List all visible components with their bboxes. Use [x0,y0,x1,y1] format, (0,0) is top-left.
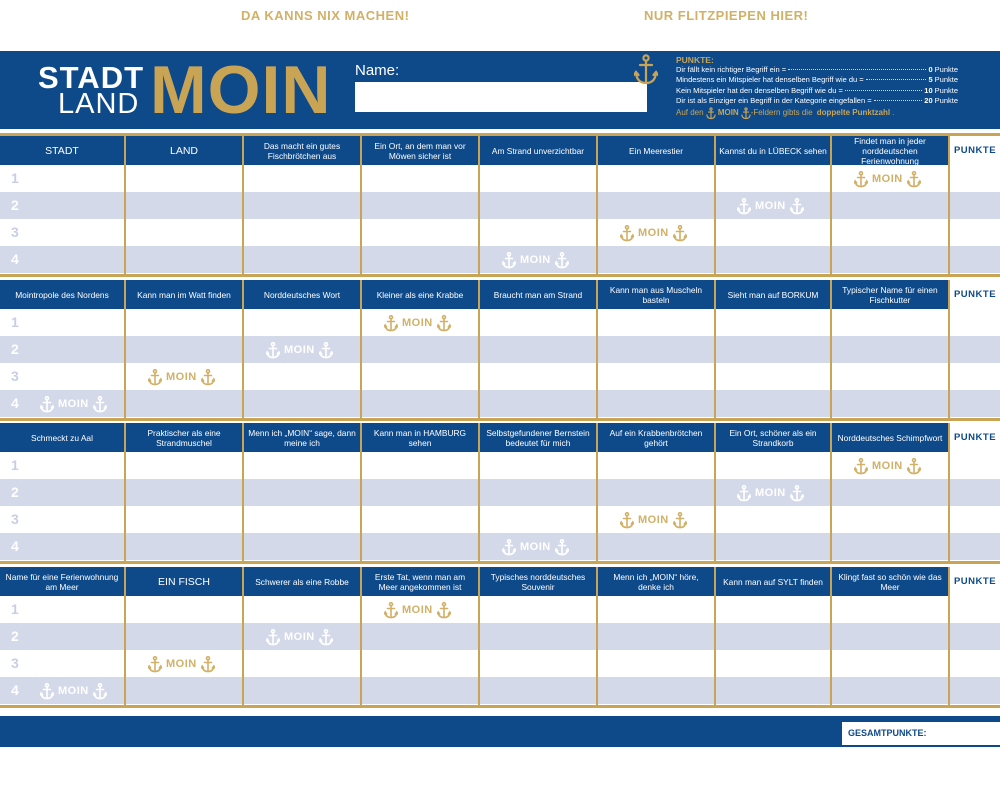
logo-stadt: STADT [38,60,145,95]
column-divider [124,280,126,418]
moin-label: MOIN [402,604,433,616]
points-rule-text: Dir fällt kein richtiger Begriff ein = [676,65,787,75]
anchor-icon [555,539,569,556]
moin-label: MOIN [520,541,551,553]
column-divider [242,423,244,561]
column-divider [124,567,126,705]
column-divider [596,280,598,418]
category-header: Auf ein Krabbenbrötchen gehört [598,423,714,452]
moin-label: MOIN [166,658,197,670]
answer-row[interactable] [0,596,1000,623]
moin-bonus-field [266,627,333,647]
column-divider [124,136,126,274]
points-rule [676,86,958,96]
anchor-icon [741,107,751,120]
row-number: 4 [11,538,19,554]
column-divider [478,423,480,561]
column-divider [360,423,362,561]
name-input[interactable] [355,82,647,112]
category-header: Menn ich „MOIN“ sage, dann meine ich [244,423,360,452]
row-number: 3 [11,368,19,384]
anchor-icon [737,485,751,502]
points-column-header: PUNKTE [950,280,1000,309]
moin-bonus-field [620,510,687,530]
row-number: 3 [11,224,19,240]
category-header: Norddeutsches Wort [244,280,360,309]
category-header: Braucht man am Strand [480,280,596,309]
points-note [676,107,958,120]
answer-row[interactable] [0,192,1000,219]
points-rule-text: Mindestens ein Mitspieler hat denselben Begriff wie du = [676,75,864,85]
section-divider [0,561,1000,564]
anchor-icon [555,252,569,269]
points-rule-text: Kein Mitspieler hat den denselben Begriff wie du = [676,85,843,95]
category-section [0,136,1000,274]
row-number: 1 [11,457,19,473]
column-divider [948,423,950,561]
answer-row[interactable] [0,533,1000,560]
logo-moin: MOIN [150,52,332,128]
anchor-icon [319,629,333,646]
column-divider [714,567,716,705]
answer-row[interactable] [0,219,1000,246]
anchor-icon [502,539,516,556]
column-divider [948,567,950,705]
category-header: Klingt fast so schön wie das Meer [832,567,948,596]
category-header: Erste Tat, wenn man am Meer angekommen ist [362,567,478,596]
anchor-icon [437,315,451,332]
moin-bonus-field [737,483,804,503]
footer-slogan-4: NUR FLITZPIEPEN HIER! [644,8,809,23]
anchor-icon [266,629,280,646]
section-divider [0,274,1000,277]
row-number: 2 [11,341,19,357]
category-header: Mointropole des Nordens [0,280,124,309]
row-number: 3 [11,511,19,527]
answer-row[interactable] [0,309,1000,336]
moin-label: MOIN [284,344,315,356]
column-divider [242,567,244,705]
column-divider [242,280,244,418]
column-divider [124,423,126,561]
anchor-icon [384,602,398,619]
anchor-icon [673,225,687,242]
name-label: Name: [355,62,400,79]
moin-bonus-field [148,367,215,387]
points-rule-dots [874,100,923,101]
points-column-header: PUNKTE [950,136,1000,165]
moin-bonus-field [854,456,921,476]
anchor-icon [907,171,921,188]
points-rule-text: Dir ist als Einziger ein Begriff in der Kategorie eingefallen = [676,95,872,105]
points-note-prefix: Auf den [676,108,704,118]
row-number: 4 [11,682,19,698]
category-header: EIN FISCH [126,567,242,596]
moin-bonus-field [40,681,107,701]
anchor-icon [790,198,804,215]
anchor-icon [790,485,804,502]
anchor-icon [93,396,107,413]
moin-bonus-field [620,223,687,243]
category-header: Am Strand unverzichtbar [480,136,596,165]
category-header: Ein Ort, schöner als ein Strandkorb [716,423,830,452]
moin-bonus-field [384,600,451,620]
row-number: 3 [11,655,19,671]
total-points-field[interactable]: GESAMTPUNKTE: [842,722,1000,745]
row-number: 1 [11,170,19,186]
category-header: Praktischer als eine Strandmuschel [126,423,242,452]
anchor-icon [620,225,634,242]
points-rule [676,75,958,85]
category-header: STADT [0,136,124,165]
column-divider [714,423,716,561]
moin-bonus-field [148,654,215,674]
column-divider [360,567,362,705]
category-header: Norddeutsches Schimpfwort [832,423,948,452]
moin-label: MOIN [284,631,315,643]
column-divider [830,136,832,274]
column-divider [830,280,832,418]
footer-slogan-3: Na, denn man tau! [468,5,630,25]
category-header: Kleiner als eine Krabbe [362,280,478,309]
answer-row[interactable] [0,390,1000,417]
moin-bonus-field [384,313,451,333]
answer-row[interactable] [0,246,1000,273]
row-number: 2 [11,197,19,213]
category-header: Typisches norddeutsches Souvenir [480,567,596,596]
category-header: Ein Meerestier [598,136,714,165]
category-header: Findet man in jeder norddeutschen Ferienwohnung [832,136,948,165]
points-note-bold: doppelte Punktzahl [816,108,891,118]
points-rule-unit: Punkte [934,85,958,95]
category-header: Ein Ort, an dem man vor Möwen sicher ist [362,136,478,165]
answer-row[interactable] [0,336,1000,363]
answer-row[interactable] [0,623,1000,650]
footer-slogan-1-script: Sabbel nich, [20,5,127,25]
points-rule-dots [788,69,926,70]
anchor-icon [634,54,658,86]
category-section [0,567,1000,705]
points-note-mid: -Feldern gibts die [750,108,813,118]
category-header: Kann man auf SYLT finden [716,567,830,596]
points-rules [676,55,958,120]
answer-row[interactable] [0,506,1000,533]
category-header: Schwerer als eine Robbe [244,567,360,596]
moin-label: MOIN [58,685,89,697]
points-rule-dots [845,90,922,91]
column-divider [478,280,480,418]
anchor-icon [201,369,215,386]
category-header: Kann man in HAMBURG sehen [362,423,478,452]
moin-label: MOIN [638,227,669,239]
points-rule [676,65,958,75]
column-divider [478,567,480,705]
category-header: Sieht man auf BORKUM [716,280,830,309]
points-rule-dots [866,79,927,80]
answer-row[interactable] [0,452,1000,479]
category-header: Name für eine Ferienwohnung am Meer [0,567,124,596]
moin-label: MOIN [520,254,551,266]
points-rule-value: 5 [928,75,933,85]
moin-label: MOIN [755,487,786,499]
column-divider [596,567,598,705]
footer-slogan-2: DA KANNS NIX MACHEN! [241,8,410,23]
moin-label: MOIN [166,371,197,383]
answer-row[interactable] [0,165,1000,192]
points-column-header: PUNKTE [950,423,1000,452]
anchor-icon [620,512,634,529]
category-section [0,423,1000,561]
anchor-icon [437,602,451,619]
column-divider [360,136,362,274]
anchor-icon [706,107,716,120]
category-header: Kann man im Watt finden [126,280,242,309]
column-divider [478,136,480,274]
category-header: Kann man aus Muscheln basteln [598,280,714,309]
anchor-icon [201,656,215,673]
column-divider [596,423,598,561]
anchor-icon [40,396,54,413]
moin-bonus-field [502,250,569,270]
row-number: 1 [11,314,19,330]
column-divider [948,136,950,274]
moin-bonus-field [40,394,107,414]
anchor-icon [148,369,162,386]
column-divider [714,136,716,274]
column-divider [714,280,716,418]
column-divider [830,567,832,705]
anchor-icon [854,458,868,475]
anchor-icon [502,252,516,269]
moin-label: MOIN [402,317,433,329]
points-rule-unit: Punkte [934,95,958,105]
moin-label: MOIN [872,173,903,185]
points-note-moin: MOIN [717,108,739,118]
logo-land: LAND [58,88,140,120]
moin-bonus-field [737,196,804,216]
category-header: Menn ich „MOIN“ höre, denke ich [598,567,714,596]
category-section [0,280,1000,418]
anchor-icon [854,171,868,188]
row-number: 4 [11,251,19,267]
points-rule-unit: Punkte [934,75,958,85]
points-title: PUNKTE: [676,55,714,65]
answer-row[interactable] [0,479,1000,506]
moin-label: MOIN [638,514,669,526]
anchor-icon [907,458,921,475]
points-rule-value: 20 [924,95,933,105]
category-header: Das macht ein gutes Fischbrötchen aus [244,136,360,165]
moin-bonus-field [854,169,921,189]
moin-bonus-field [502,537,569,557]
anchor-icon [384,315,398,332]
footer-slogan-1-bold: DAT GEIT! [116,6,205,25]
section-divider [0,705,1000,708]
column-divider [948,280,950,418]
column-divider [360,280,362,418]
column-divider [830,423,832,561]
row-number: 1 [11,601,19,617]
category-header: Typischer Name für einen Fischkutter [832,280,948,309]
anchor-icon [93,683,107,700]
anchor-icon [40,683,54,700]
column-divider [242,136,244,274]
category-header: Selbstgefundener Bernstein bedeutet für mich [480,423,596,452]
points-rule-value: 0 [928,65,933,75]
category-header: Kannst du in LÜBECK sehen [716,136,830,165]
answer-row[interactable] [0,677,1000,704]
moin-label: MOIN [58,398,89,410]
category-header: LAND [126,136,242,165]
column-divider [596,136,598,274]
anchor-icon [737,198,751,215]
section-divider [0,418,1000,421]
section-divider [0,133,1000,136]
moin-bonus-field [266,340,333,360]
row-number: 2 [11,628,19,644]
moin-label: MOIN [755,200,786,212]
anchor-icon [673,512,687,529]
points-column-header: PUNKTE [950,567,1000,596]
row-number: 4 [11,395,19,411]
anchor-icon [319,342,333,359]
moin-label: MOIN [872,460,903,472]
points-rule-value: 10 [924,85,933,95]
points-note-end: . [892,108,895,118]
anchor-icon [266,342,280,359]
category-header: Schmeckt zu Aal [0,423,124,452]
points-rule [676,96,958,106]
points-rule-unit: Punkte [934,65,958,75]
anchor-icon [148,656,162,673]
row-number: 2 [11,484,19,500]
